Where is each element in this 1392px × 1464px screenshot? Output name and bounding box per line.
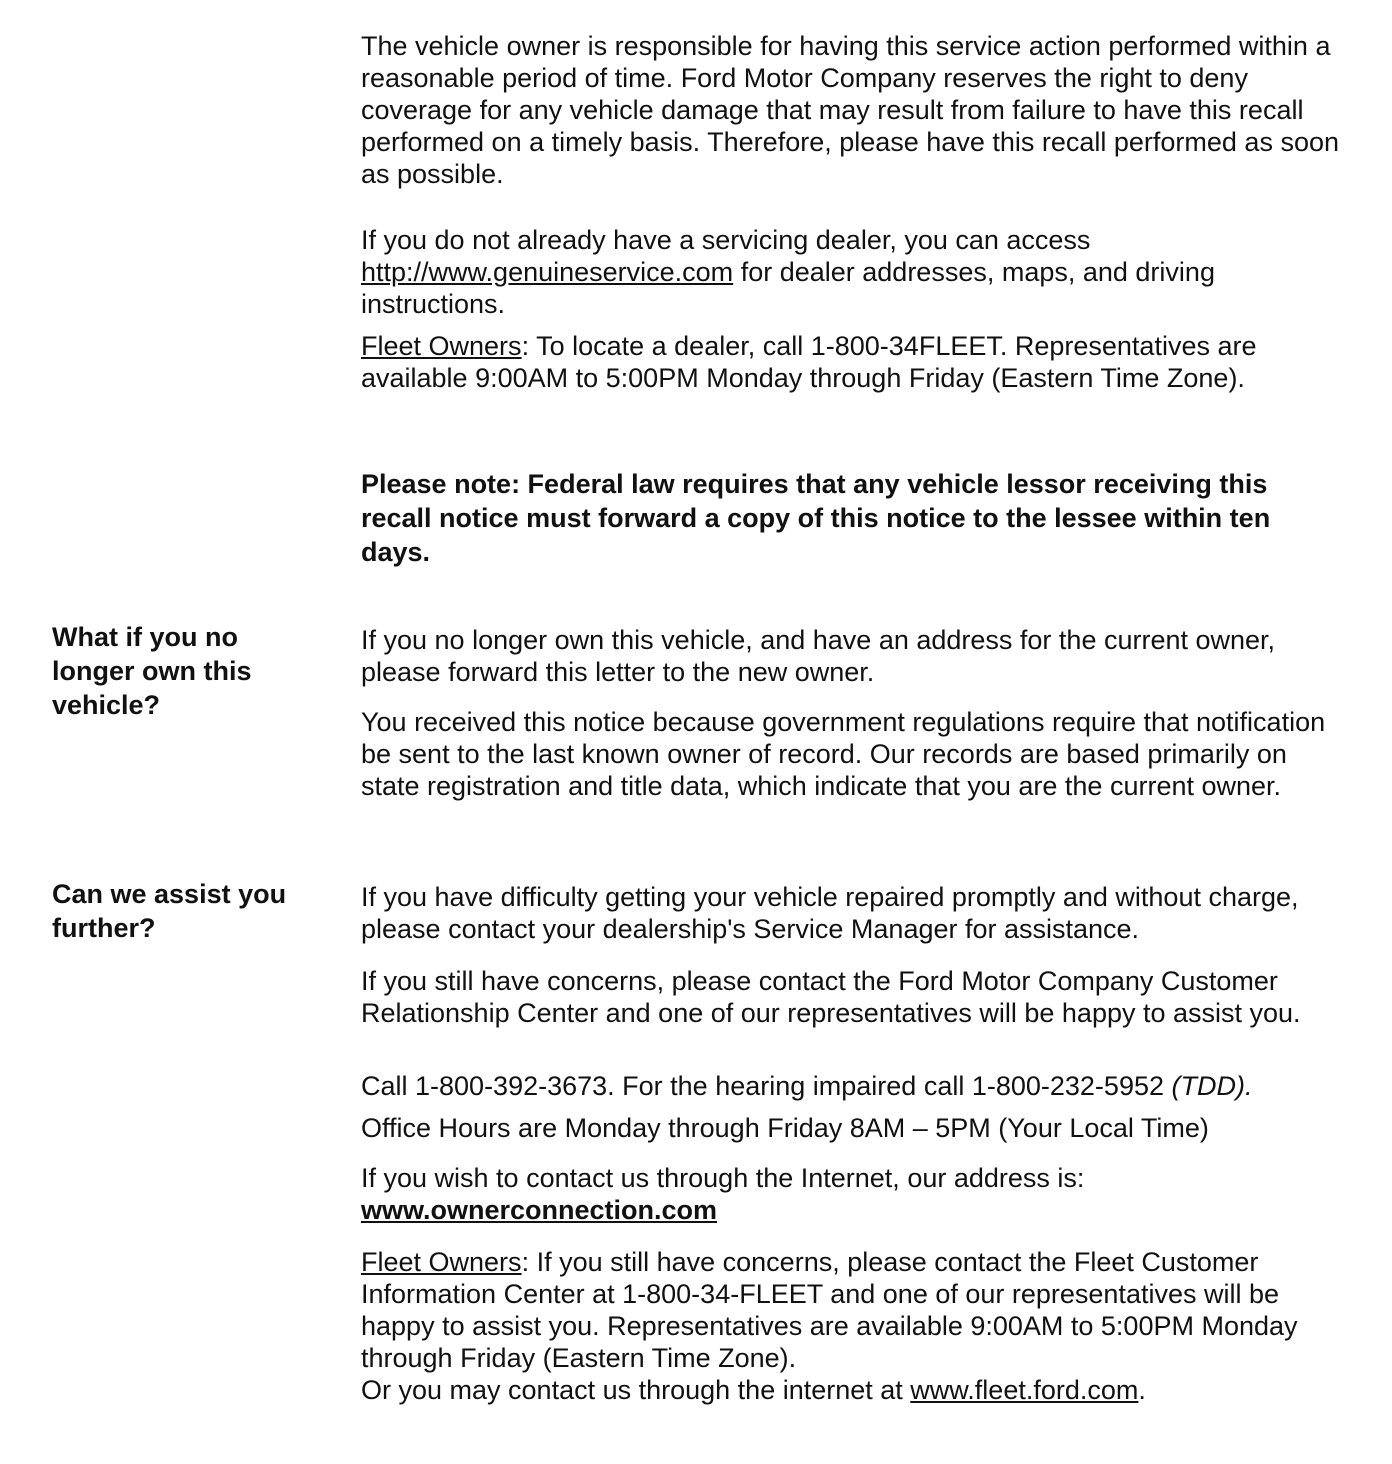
fleet-assist-text bbox=[361, 1246, 1351, 1374]
assist-para2: If you still have concerns, please contact the Ford Motor Company Customer Relationship Center and one of our representatives will be happy to assist you. bbox=[361, 966, 1301, 1028]
fleet-internet-end: . bbox=[1138, 1375, 1146, 1405]
assist-heading: Can we assist you further? bbox=[52, 879, 287, 943]
office-hours-block bbox=[361, 1112, 1351, 1144]
fleet-dealer-body: : To locate a dealer, call 1-800-34FLEET. Representatives are available 9:00AM to 5:00PM Monday through Friday (Eastern Time Zone). bbox=[361, 331, 1257, 393]
assist-para1-block bbox=[361, 881, 1351, 945]
assist-para1: If you have difficulty getting your vehicle repaired promptly and without charge, please contact your dealership's Service Manager for assistance. bbox=[361, 882, 1299, 944]
no-longer-own-heading: What if you no longer own this vehicle? bbox=[52, 622, 252, 720]
fleet-ford-link[interactable]: www.fleet.ford.com bbox=[910, 1375, 1139, 1405]
call-line bbox=[361, 1070, 1351, 1102]
fleet-assist-block bbox=[361, 1246, 1351, 1406]
ownerconnection-link[interactable]: www.ownerconnection.com bbox=[361, 1195, 718, 1225]
call-numbers: Call 1-800-392-3673. For the hearing impaired call 1-800-232-5952 bbox=[361, 1071, 1172, 1101]
fleet-internet-line bbox=[361, 1374, 1351, 1406]
dealer-locator-text bbox=[361, 224, 1351, 320]
genuineservice-link[interactable]: http://www.genuineservice.com bbox=[361, 257, 734, 287]
call-line-block bbox=[361, 1070, 1351, 1102]
fleet-owners-label: Fleet Owners bbox=[361, 331, 522, 361]
no-longer-own-para2: You received this notice because government regulations require that notification be sent to the last known owner of record. Our records are based primarily on state registration and title data, which indicate that you are the current owner. bbox=[361, 707, 1326, 801]
dealer-prefix: If you do not already have a servicing dealer, you can access bbox=[361, 225, 1091, 255]
federal-law-note: Please note: Federal law requires that any vehicle lessor receiving this recall notice must forward a copy of this notice to the lessee within ten days. bbox=[361, 469, 1271, 567]
timely-notice-block bbox=[361, 30, 1351, 190]
fleet-internet-text: Or you may contact us through the internet at bbox=[361, 1375, 911, 1405]
no-longer-own-para1: If you no longer own this vehicle, and have an address for the current owner, please forward this letter to the new owner. bbox=[361, 625, 1276, 687]
fleet-dealer-text bbox=[361, 330, 1351, 394]
fleet-dealer-block bbox=[361, 330, 1351, 394]
fleet-assist-body: : If you still have concerns, please contact the Fleet Customer Information Center at 1-800-34-FLEET and one of our representatives will be happy to assist you. Representatives are available 9:00AM to 5:00PM Monday through Friday (Eastern Time Zone). bbox=[361, 1247, 1298, 1373]
dealer-suffix: for dealer addresses, maps, and driving instructions. bbox=[361, 257, 1215, 319]
tdd-label: (TDD). bbox=[1171, 1071, 1253, 1101]
fleet-owners-label-2: Fleet Owners bbox=[361, 1247, 522, 1277]
section-heading-assist bbox=[52, 877, 342, 945]
section-heading-no-longer-own bbox=[52, 620, 302, 722]
internet-text: If you wish to contact us through the Internet, our address is: bbox=[361, 1163, 1085, 1193]
dealer-locator-block bbox=[361, 224, 1351, 320]
office-hours: Office Hours are Monday through Friday 8AM – 5PM (Your Local Time) bbox=[361, 1113, 1209, 1143]
federal-law-note-block bbox=[361, 467, 1321, 569]
timely-notice-text: The vehicle owner is responsible for having this service action performed within a reasonable period of time. Ford Motor Company reserves the right to deny coverage for any vehicle damage that may result from failure to have this recall performed on a timely basis. Therefore, please have this recall performed as soon as possible. bbox=[361, 31, 1339, 189]
assist-para2-block bbox=[361, 965, 1351, 1029]
no-longer-own-para1-block bbox=[361, 624, 1351, 688]
no-longer-own-para2-block bbox=[361, 706, 1351, 802]
internet-block bbox=[361, 1162, 1351, 1226]
